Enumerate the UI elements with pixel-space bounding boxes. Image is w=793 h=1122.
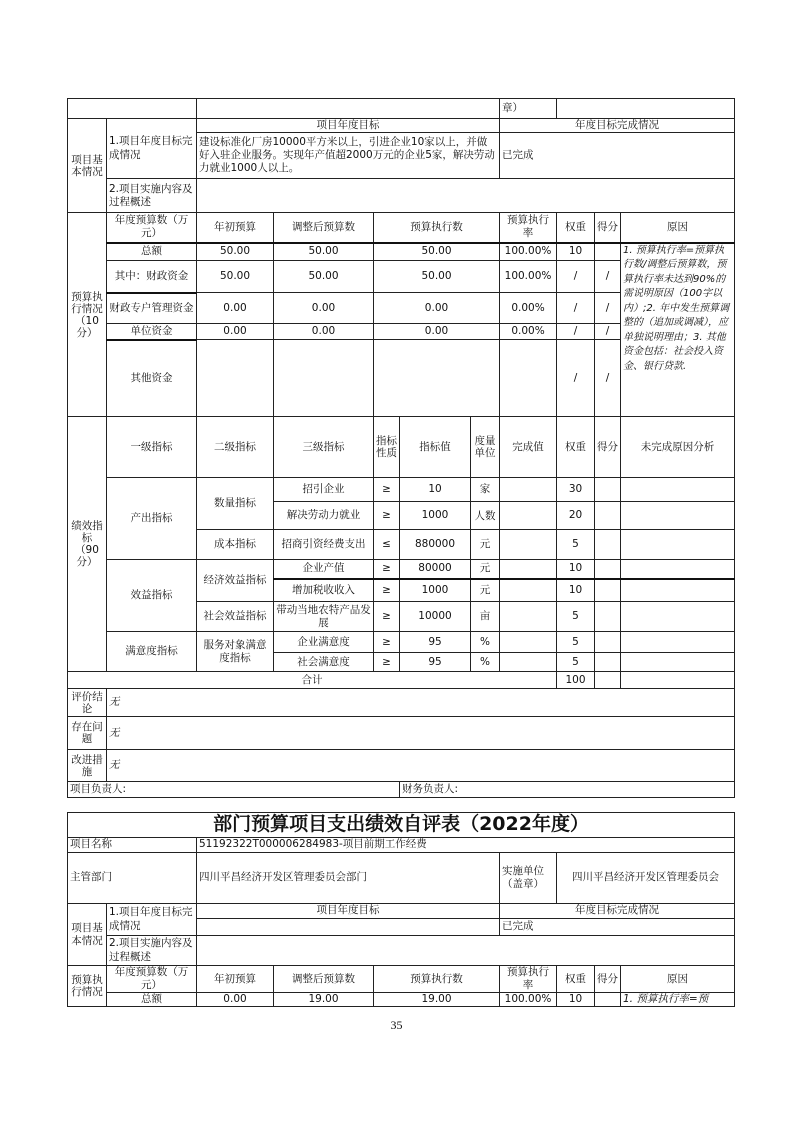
execution-rate: 100.00% bbox=[500, 993, 557, 1007]
impl-label: 2.项目实施内容及过程概述 bbox=[107, 936, 197, 966]
basic-section-label: 项目基本情况 bbox=[68, 119, 107, 213]
budget-header: 原因 bbox=[621, 966, 735, 993]
impl-content bbox=[197, 179, 735, 213]
weight: / bbox=[557, 324, 595, 340]
indicator-reason bbox=[621, 653, 735, 672]
initial-budget bbox=[197, 340, 274, 417]
budget-section-label: 预算执行情况 bbox=[68, 966, 107, 1007]
execution-rate: 0.00% bbox=[500, 324, 557, 340]
indicator-unit: 亩 bbox=[471, 602, 500, 632]
adjusted-budget: 0.00 bbox=[274, 324, 374, 340]
total-label: 合计 bbox=[68, 672, 557, 689]
score: / bbox=[595, 324, 621, 340]
score bbox=[595, 993, 621, 1007]
indicator-value: 95 bbox=[400, 632, 471, 653]
problems-value: 无 bbox=[107, 717, 735, 750]
score: / bbox=[595, 261, 621, 293]
indicator-value: 80000 bbox=[400, 560, 471, 579]
execution-rate: 100.00% bbox=[500, 243, 557, 261]
budget-header: 年初预算 bbox=[197, 966, 274, 993]
budget-header: 权重 bbox=[557, 213, 595, 243]
indicator-value: 10000 bbox=[400, 602, 471, 632]
weight: 10 bbox=[557, 993, 595, 1007]
indicator-row bbox=[68, 478, 735, 502]
indicator-op: ≥ bbox=[374, 502, 400, 530]
improvements-value: 无 bbox=[107, 750, 735, 782]
indicator-op: ≥ bbox=[374, 560, 400, 579]
executed-budget: 50.00 bbox=[374, 261, 500, 293]
perf-header: 一级指标 bbox=[107, 417, 197, 478]
indicator-score bbox=[595, 632, 621, 653]
indicator-op: ≥ bbox=[374, 653, 400, 672]
indicator-score bbox=[595, 579, 621, 602]
indicator-done bbox=[500, 653, 557, 672]
goal-label: 1.项目年度目标完成情况 bbox=[107, 904, 197, 936]
perf-header: 二级指标 bbox=[197, 417, 274, 478]
perf-header: 权重 bbox=[557, 417, 595, 478]
budget-header: 预算执行率 bbox=[500, 966, 557, 993]
perf-header: 未完成原因分析 bbox=[621, 417, 735, 478]
indicator-reason bbox=[621, 560, 735, 579]
indicator-weight: 5 bbox=[557, 632, 595, 653]
indicator-done bbox=[500, 530, 557, 560]
reason-note: 1. 预算执行率=预 bbox=[621, 993, 735, 1007]
indicator-reason bbox=[621, 530, 735, 560]
reason-note: 1. 预算执行率=预算执行数/调整后预算数，预算执行率未达到90%的需说明原因（100字以内）;2. 年中发生预算调整的（追加或调减），应单独说明理由；3. 其他资金包括：社会投入资金、银行贷款. bbox=[621, 243, 735, 417]
weight: / bbox=[557, 340, 595, 417]
indicator-unit: 人数 bbox=[471, 502, 500, 530]
initial-budget: 0.00 bbox=[197, 324, 274, 340]
self-evaluation-table-2022 bbox=[67, 812, 735, 1007]
indicator-score bbox=[595, 530, 621, 560]
level2-indicator: 服务对象满意度指标 bbox=[197, 632, 274, 672]
level3-indicator: 增加税收收入 bbox=[274, 579, 374, 602]
indicator-unit: 元 bbox=[471, 579, 500, 602]
indicator-unit: 元 bbox=[471, 530, 500, 560]
indicator-done bbox=[500, 502, 557, 530]
fund-name: 单位资金 bbox=[107, 324, 197, 340]
budget-header: 调整后预算数 bbox=[274, 966, 374, 993]
score: / bbox=[595, 340, 621, 417]
conclusion-value: 无 bbox=[107, 689, 735, 717]
indicator-reason bbox=[621, 579, 735, 602]
budget-header: 年度预算数（万元） bbox=[107, 213, 197, 243]
indicator-row bbox=[68, 560, 735, 579]
executed-budget: 19.00 bbox=[374, 993, 500, 1007]
fund-name: 总额 bbox=[107, 243, 197, 261]
indicator-reason bbox=[621, 602, 735, 632]
basic-section-label: 项目基本情况 bbox=[68, 904, 107, 966]
executed-budget: 50.00 bbox=[374, 243, 500, 261]
indicator-value: 1000 bbox=[400, 502, 471, 530]
executed-budget: 0.00 bbox=[374, 293, 500, 324]
weight: 10 bbox=[557, 243, 595, 261]
indicator-score bbox=[595, 602, 621, 632]
project-lead: 项目负责人: bbox=[68, 782, 400, 798]
project-name-label: 项目名称 bbox=[68, 838, 197, 853]
score bbox=[595, 243, 621, 261]
indicator-score bbox=[595, 478, 621, 502]
budget-header: 得分 bbox=[595, 966, 621, 993]
perf-header: 指标值 bbox=[400, 417, 471, 478]
completion-status: 已完成 bbox=[500, 133, 735, 179]
budget-header: 预算执行数 bbox=[374, 966, 500, 993]
level1-indicator: 满意度指标 bbox=[107, 632, 197, 672]
dept-label: 主管部门 bbox=[68, 853, 197, 904]
total-reason bbox=[621, 672, 735, 689]
level3-indicator: 企业满意度 bbox=[274, 632, 374, 653]
budget-header: 调整后预算数 bbox=[274, 213, 374, 243]
execution-rate: 100.00% bbox=[500, 261, 557, 293]
indicator-done bbox=[500, 632, 557, 653]
completion-header: 年度目标完成情况 bbox=[500, 119, 735, 133]
level2-indicator: 经济效益指标 bbox=[197, 560, 274, 602]
perf-header: 三级指标 bbox=[274, 417, 374, 478]
executed-budget bbox=[374, 340, 500, 417]
indicator-op: ≥ bbox=[374, 602, 400, 632]
indicator-value: 10 bbox=[400, 478, 471, 502]
goal-label: 1.项目年度目标完成情况 bbox=[107, 119, 197, 179]
budget-row bbox=[68, 993, 735, 1007]
indicator-weight: 5 bbox=[557, 530, 595, 560]
indicator-weight: 10 bbox=[557, 579, 595, 602]
total-weight: 100 bbox=[557, 672, 595, 689]
budget-row bbox=[68, 243, 735, 261]
impl-label: 2.项目实施内容及过程概述 bbox=[107, 179, 197, 213]
indicator-value: 880000 bbox=[400, 530, 471, 560]
indicator-op: ≤ bbox=[374, 530, 400, 560]
indicator-value: 1000 bbox=[400, 579, 471, 602]
budget-header: 得分 bbox=[595, 213, 621, 243]
goal-text bbox=[197, 919, 500, 936]
fund-name: 其中：财政资金 bbox=[107, 261, 197, 293]
adjusted-budget: 0.00 bbox=[274, 293, 374, 324]
indicator-op: ≥ bbox=[374, 632, 400, 653]
completion-status: 已完成 bbox=[500, 919, 735, 936]
indicator-op: ≥ bbox=[374, 579, 400, 602]
budget-header: 原因 bbox=[621, 213, 735, 243]
adjusted-budget: 50.00 bbox=[274, 243, 374, 261]
adjusted-budget: 19.00 bbox=[274, 993, 374, 1007]
budget-section-label: 预算执行情况（10分） bbox=[68, 213, 107, 417]
execution-rate: 0.00% bbox=[500, 293, 557, 324]
initial-budget: 50.00 bbox=[197, 261, 274, 293]
indicator-score bbox=[595, 560, 621, 579]
impl-unit-label: 实施单位（盖章） bbox=[500, 853, 557, 904]
indicator-unit: % bbox=[471, 632, 500, 653]
level3-indicator: 企业产值 bbox=[274, 560, 374, 579]
initial-budget: 50.00 bbox=[197, 243, 274, 261]
score: / bbox=[595, 293, 621, 324]
perf-header: 完成值 bbox=[500, 417, 557, 478]
dept: 四川平昌经济开发区管理委员会部门 bbox=[197, 853, 500, 904]
level3-indicator: 解决劳动力就业 bbox=[274, 502, 374, 530]
page-number: 35 bbox=[390, 1018, 403, 1032]
blank-cell bbox=[557, 99, 735, 119]
indicator-unit: % bbox=[471, 653, 500, 672]
level3-indicator: 社会满意度 bbox=[274, 653, 374, 672]
performance-table-continued bbox=[67, 98, 735, 798]
fund-name: 财政专户管理资金 bbox=[107, 293, 197, 324]
level3-indicator: 招商引资经费支出 bbox=[274, 530, 374, 560]
indicator-weight: 5 bbox=[557, 602, 595, 632]
fund-name: 其他资金 bbox=[107, 340, 197, 417]
blank-cell bbox=[68, 99, 197, 119]
budget-header: 预算执行率 bbox=[500, 213, 557, 243]
indicator-weight: 10 bbox=[557, 560, 595, 579]
indicator-unit: 家 bbox=[471, 478, 500, 502]
goal-text: 建设标准化厂房10000平方米以上，引进企业10家以上，并做好入驻企业服务。实现年产值超2000万元的企业5家，解决劳动力就业1000人以上。 bbox=[197, 133, 500, 179]
indicator-reason bbox=[621, 478, 735, 502]
indicator-unit: 元 bbox=[471, 560, 500, 579]
budget-header: 年度预算数（万元） bbox=[107, 966, 197, 993]
indicator-reason bbox=[621, 502, 735, 530]
budget-header: 年初预算 bbox=[197, 213, 274, 243]
adjusted-budget: 50.00 bbox=[274, 261, 374, 293]
budget-header: 预算执行数 bbox=[374, 213, 500, 243]
problems-label: 存在问题 bbox=[68, 717, 107, 750]
weight: / bbox=[557, 293, 595, 324]
goal-header: 项目年度目标 bbox=[197, 119, 500, 133]
level3-indicator: 招引企业 bbox=[274, 478, 374, 502]
level2-indicator: 社会效益指标 bbox=[197, 602, 274, 632]
level1-indicator: 效益指标 bbox=[107, 560, 197, 632]
project-name: 51192322T000006284983-项目前期工作经费 bbox=[197, 838, 735, 853]
impl-unit: 四川平昌经济开发区管理委员会 bbox=[557, 853, 735, 904]
budget-header: 权重 bbox=[557, 966, 595, 993]
indicator-row bbox=[68, 632, 735, 653]
indicator-op: ≥ bbox=[374, 478, 400, 502]
table-title: 部门预算项目支出绩效自评表（2022年度） bbox=[68, 813, 735, 838]
indicator-done bbox=[500, 579, 557, 602]
indicator-weight: 30 bbox=[557, 478, 595, 502]
indicator-weight: 5 bbox=[557, 653, 595, 672]
executed-budget: 0.00 bbox=[374, 324, 500, 340]
goal-header: 项目年度目标 bbox=[197, 904, 500, 919]
perf-section-label: 绩效指标（90分） bbox=[68, 417, 107, 672]
blank-cell bbox=[197, 99, 500, 119]
fund-name: 总额 bbox=[107, 993, 197, 1007]
perf-header: 度量单位 bbox=[471, 417, 500, 478]
initial-budget: 0.00 bbox=[197, 293, 274, 324]
conclusion-label: 评价结论 bbox=[68, 689, 107, 717]
level2-indicator: 数量指标 bbox=[197, 478, 274, 530]
indicator-done bbox=[500, 478, 557, 502]
indicator-done bbox=[500, 560, 557, 579]
finance-lead: 财务负责人: bbox=[400, 782, 735, 798]
execution-rate bbox=[500, 340, 557, 417]
indicator-score bbox=[595, 502, 621, 530]
indicator-score bbox=[595, 653, 621, 672]
weight: / bbox=[557, 261, 595, 293]
indicator-done bbox=[500, 602, 557, 632]
impl-content bbox=[197, 936, 735, 966]
seal-suffix: 章） bbox=[500, 99, 557, 119]
completion-header: 年度目标完成情况 bbox=[500, 904, 735, 919]
level1-indicator: 产出指标 bbox=[107, 478, 197, 560]
improvements-label: 改进措施 bbox=[68, 750, 107, 782]
indicator-weight: 20 bbox=[557, 502, 595, 530]
adjusted-budget bbox=[274, 340, 374, 417]
level2-indicator: 成本指标 bbox=[197, 530, 274, 560]
total-score bbox=[595, 672, 621, 689]
indicator-reason bbox=[621, 632, 735, 653]
perf-header: 得分 bbox=[595, 417, 621, 478]
perf-header: 指标性质 bbox=[374, 417, 400, 478]
level3-indicator: 带动当地农特产品发展 bbox=[274, 602, 374, 632]
initial-budget: 0.00 bbox=[197, 993, 274, 1007]
indicator-value: 95 bbox=[400, 653, 471, 672]
